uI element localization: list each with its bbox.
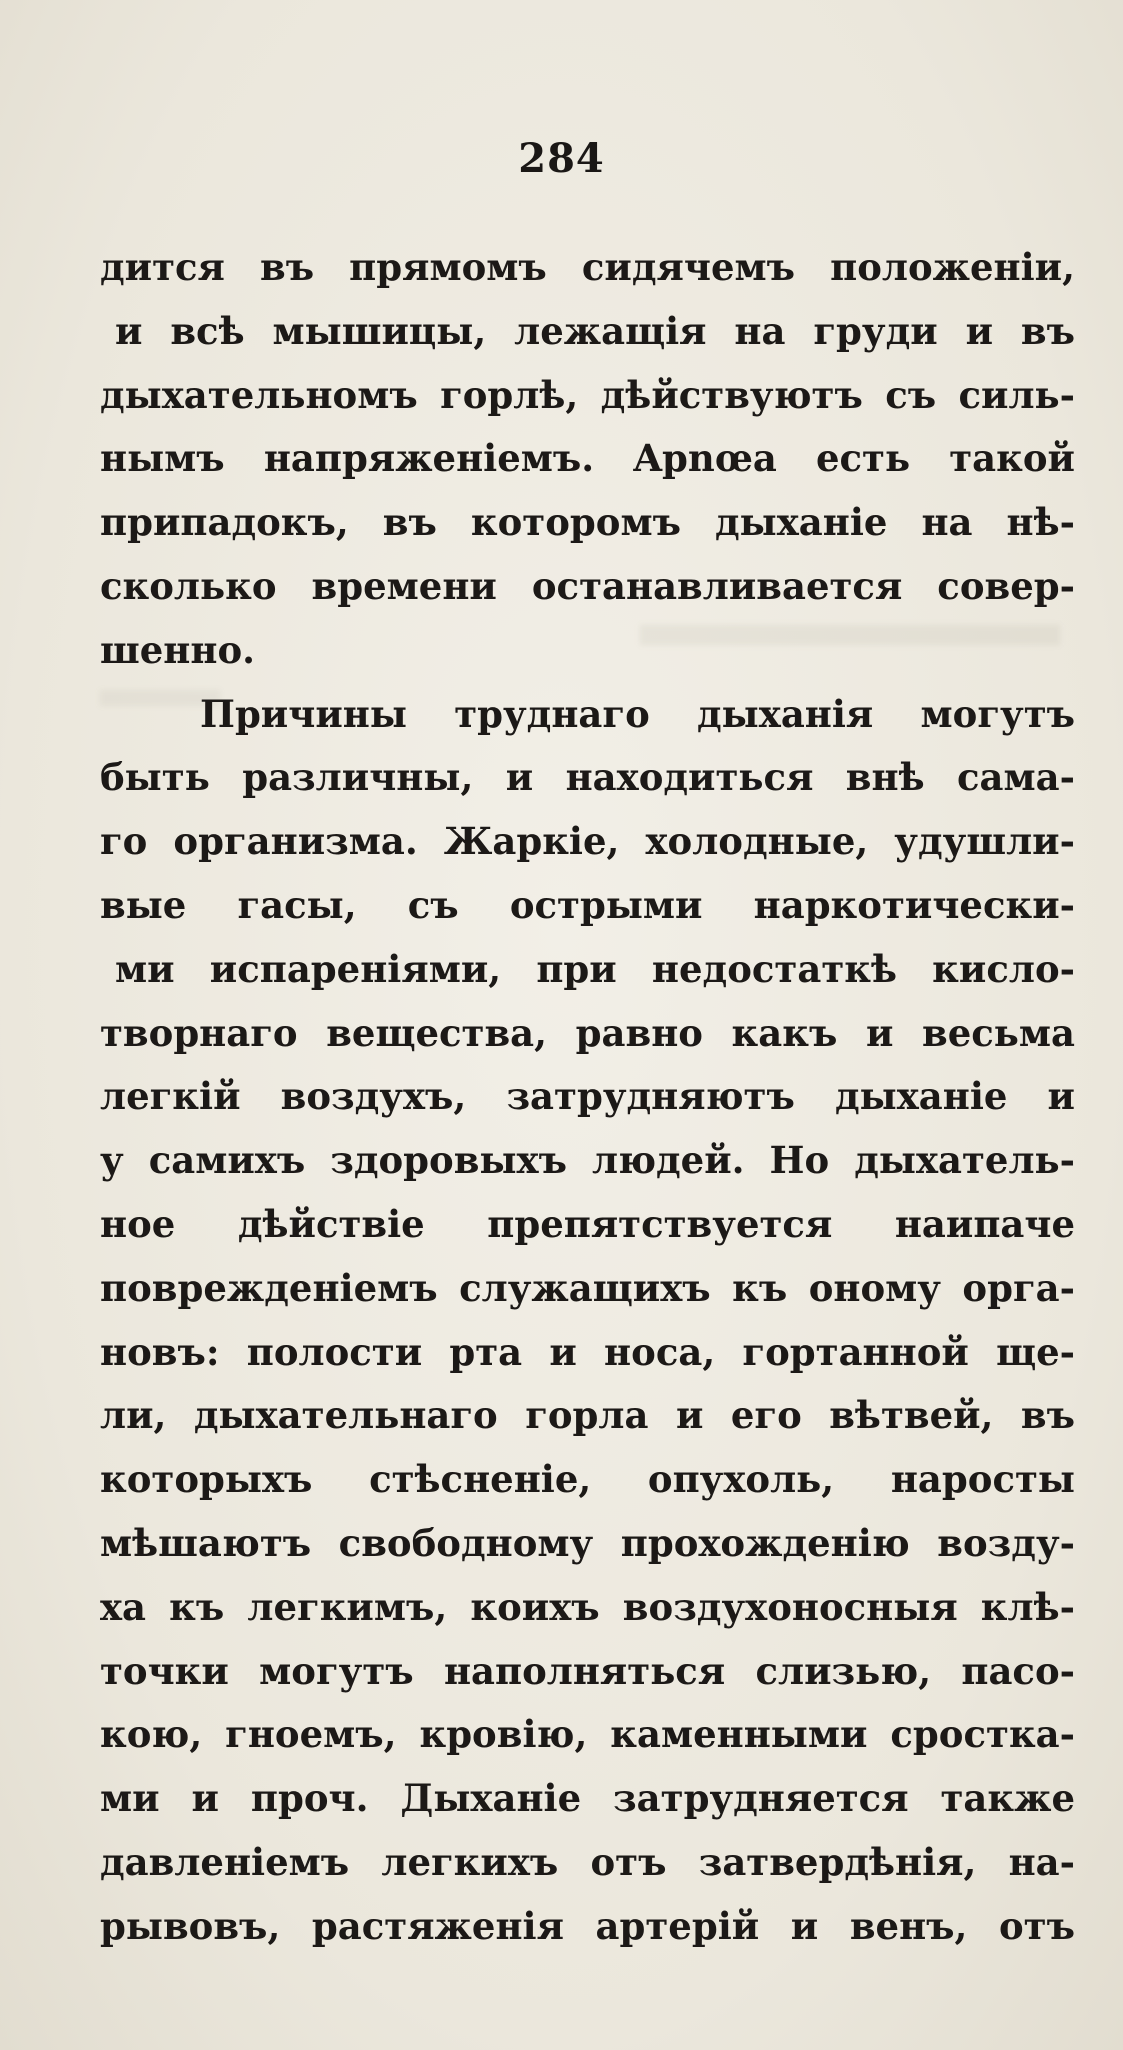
text-line: вые гасы, съ острыми наркотически- xyxy=(100,882,1075,927)
text-line: которыхъ стѣсненіе, опухоль, наросты xyxy=(100,1457,1075,1502)
text-line: мѣшаютъ свободному прохожденію возду- xyxy=(100,1520,1075,1565)
text-line: кою, гноемъ, кровію, каменными сростка- xyxy=(100,1712,1075,1757)
text-line: ли, дыхательнаго горла и его вѣтвей, въ xyxy=(100,1393,1075,1438)
text-line: го организма. Жаркіе, холодные, удушли- xyxy=(100,819,1075,864)
text-line: припадокъ, въ которомъ дыханіе на нѣ- xyxy=(100,500,1075,545)
body-text xyxy=(100,236,1075,1959)
text-line: у самихъ здоровыхъ людей. Но дыхатель- xyxy=(100,1138,1075,1183)
text-line: точки могутъ наполняться слизью, пасо- xyxy=(100,1648,1075,1693)
text-line: ми испареніями, при недостаткѣ кисло- xyxy=(115,946,1075,991)
text-line: творнаго вещества, равно какъ и весьма xyxy=(100,1010,1075,1055)
paragraph-first-line: Причины труднаго дыханія могутъ xyxy=(200,691,1075,736)
text-line: легкій воздухъ, затрудняютъ дыханіе и xyxy=(100,1074,1075,1119)
text-line: нымъ напряженіемъ. Apnœa есть такой xyxy=(100,436,1075,481)
text-line: и всѣ мышицы, лежащія на груди и въ xyxy=(115,308,1075,353)
text-line: дыхательномъ горлѣ, дѣйствуютъ съ силь- xyxy=(100,372,1075,417)
text-line: давленіемъ легкихъ отъ затвердѣнія, на- xyxy=(100,1839,1075,1884)
text-line: сколько времени останавливается совер- xyxy=(100,563,1075,608)
text-line: новъ: полости рта и носа, гортанной ще- xyxy=(100,1329,1075,1374)
text-line: ха къ легкимъ, коихъ воздухоносныя клѣ- xyxy=(100,1584,1075,1629)
text-line: дится въ прямомъ сидячемъ положеніи, xyxy=(100,245,1075,289)
text-line: поврежденіемъ служащихъ къ оному орга- xyxy=(100,1265,1075,1310)
page-number: 284 xyxy=(518,135,605,182)
text-line: ное дѣйствіе препятствуется наипаче xyxy=(100,1201,1075,1246)
text-line: шенно. xyxy=(100,627,256,672)
text-line: быть различны, и находиться внѣ сама- xyxy=(100,755,1075,800)
text-line: ми и проч. Дыханіе затрудняется также xyxy=(100,1776,1075,1821)
text-line: рывовъ, растяженія артерій и венъ, отъ xyxy=(100,1903,1075,1948)
